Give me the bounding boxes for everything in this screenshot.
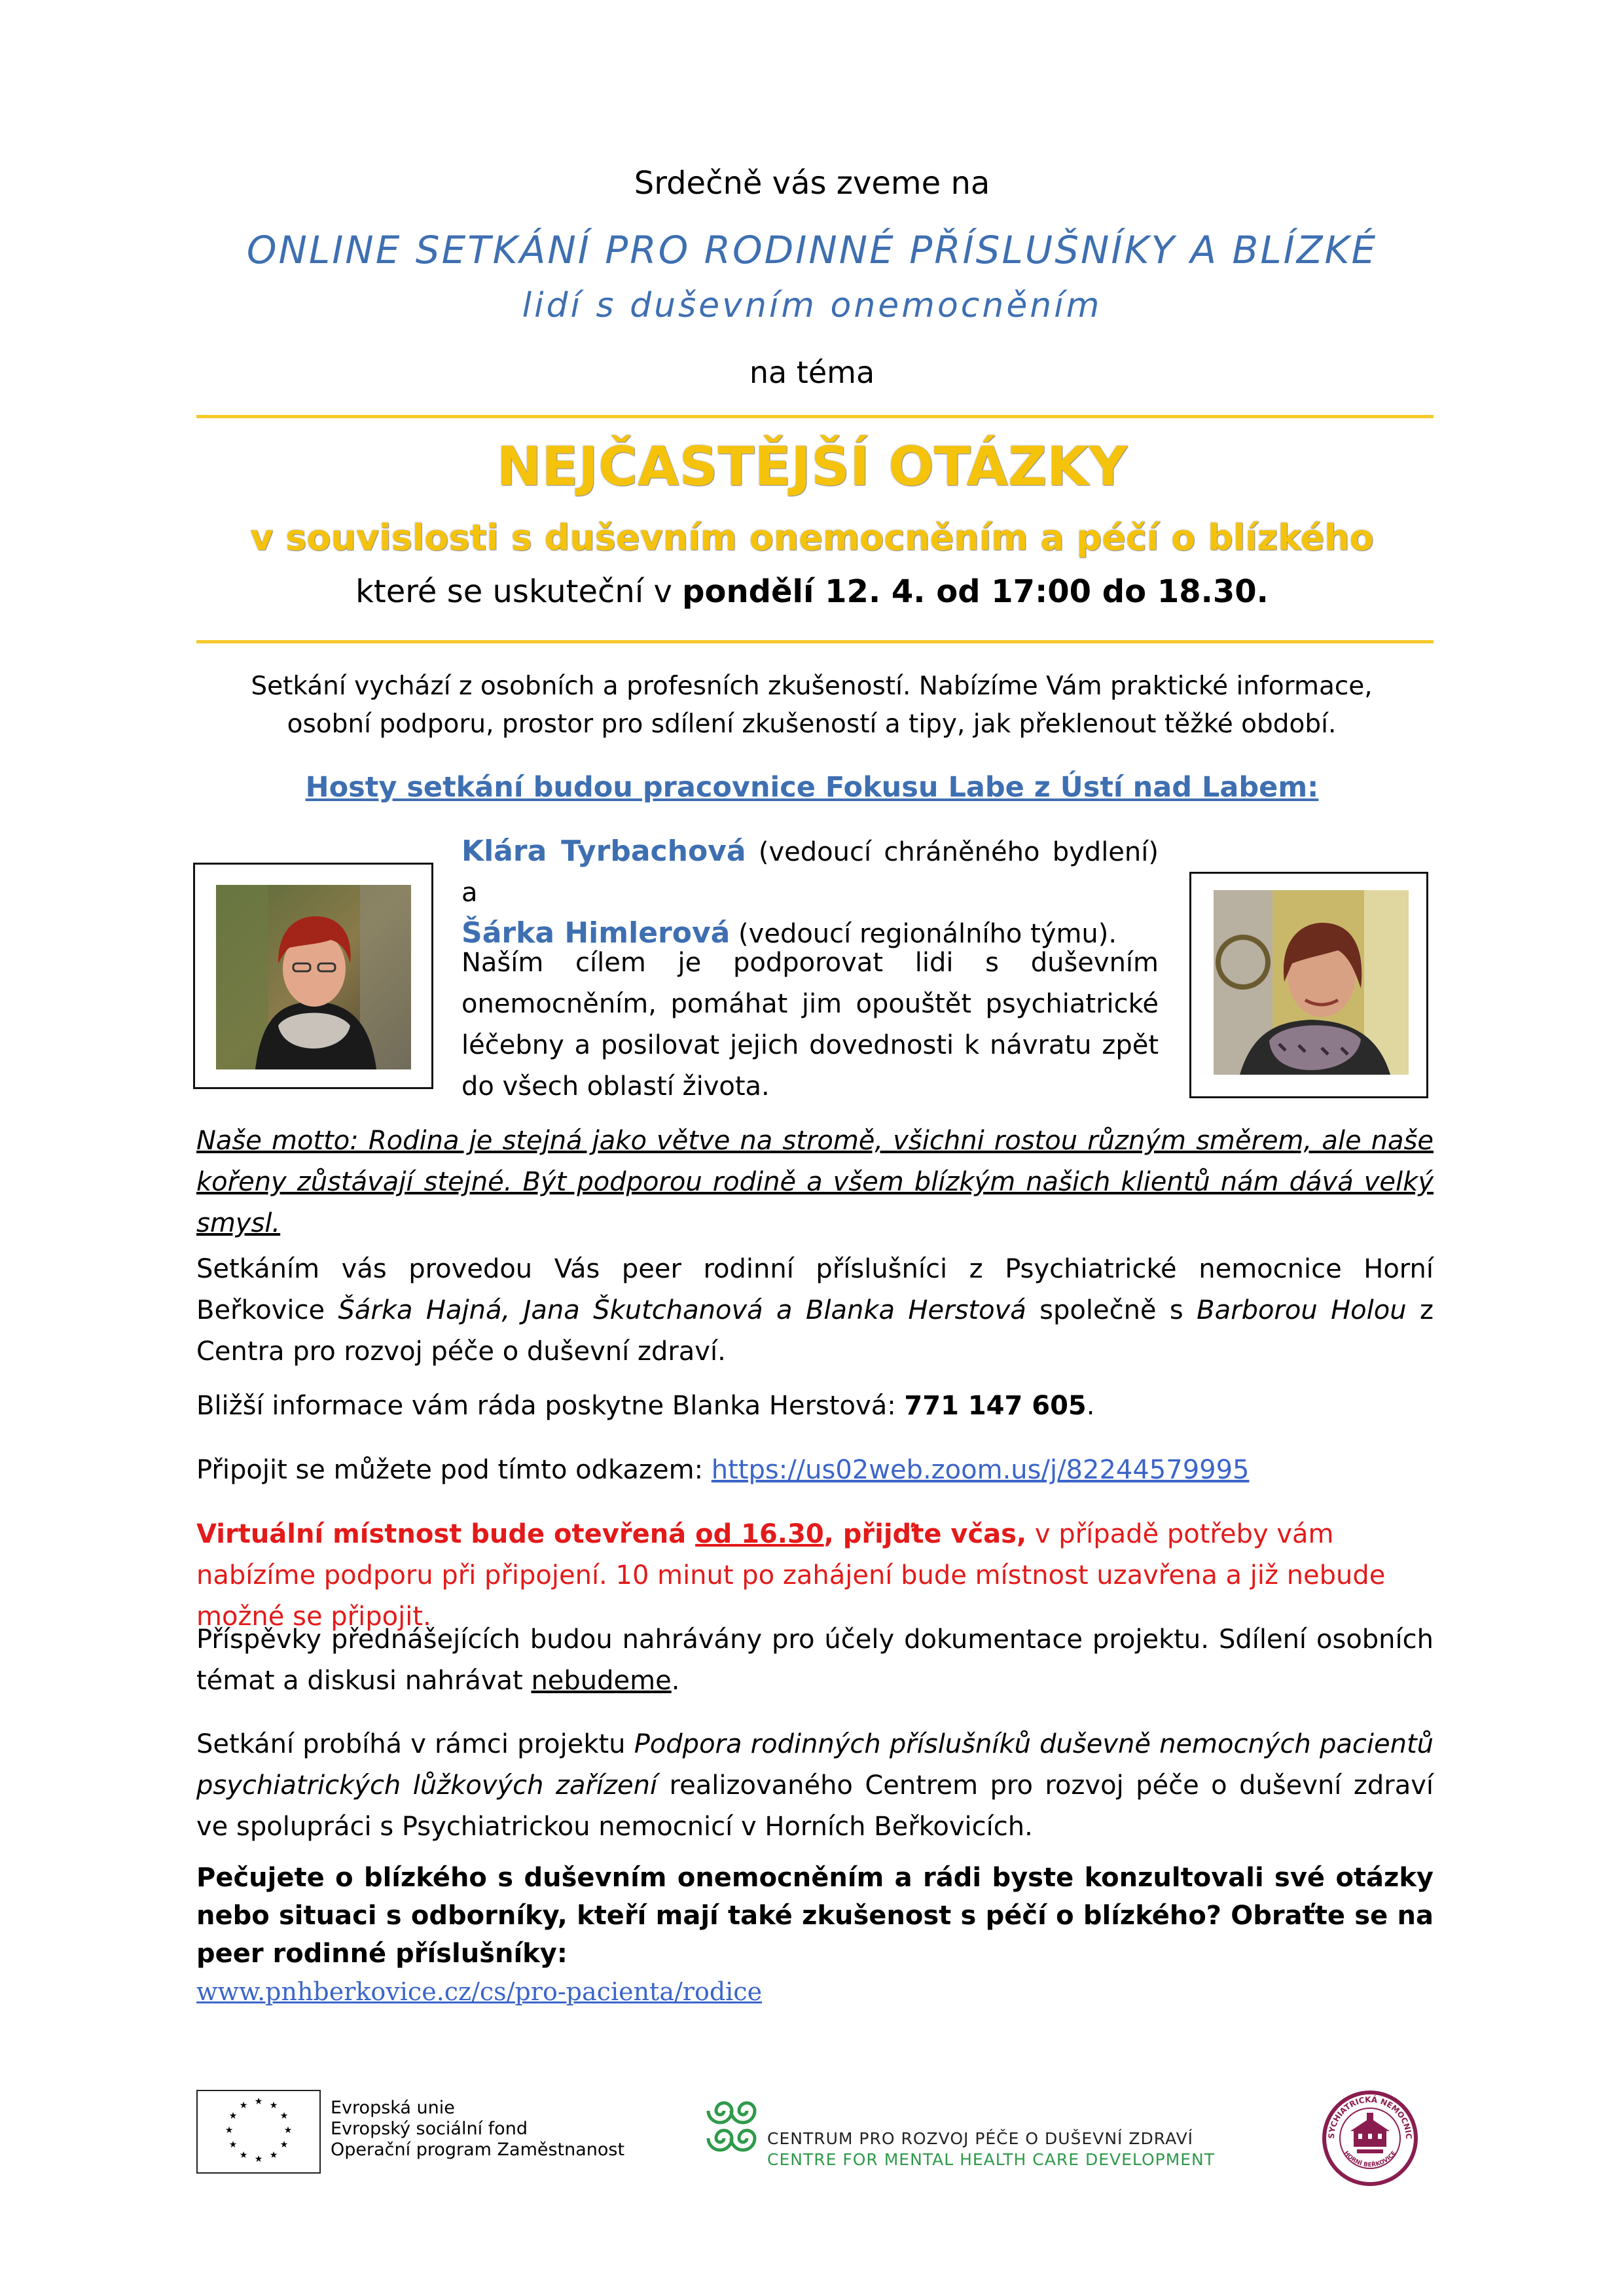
guests-heading bbox=[0, 771, 1624, 804]
eu-line2: Evropský sociální fond bbox=[331, 2119, 528, 2139]
topic-intro: na téma bbox=[749, 355, 875, 390]
facilitators-p2: společně s bbox=[1026, 1295, 1197, 1325]
guests-goal: Naším cílem je podporovat lidi s duševním onemocněním, pomáhat jim opouštět psychiatrické léčebny a posilovat jejich dovednosti k návratu zpět do všech oblastí života. bbox=[461, 948, 1159, 1102]
cta-text: Pečujete o blízkého s duševním onemocněním a rádi byste konzultovali své otázky nebo situaci s odborníky, kteří mají také zkušenost s péčí o blízkého? Obraťte se na peer rodinné příslušníky: bbox=[196, 1863, 1434, 1969]
topic-subtitle: v souvislosti s duševním onemocněním a péčí o blízkého bbox=[250, 517, 1374, 558]
facilitators-barbora: Barborou Holou bbox=[1197, 1295, 1407, 1325]
eu-line1: Evropská unie bbox=[331, 2098, 455, 2118]
facilitators-paragraph bbox=[196, 1249, 1434, 1372]
contact-phone[interactable]: 771 147 605 bbox=[904, 1391, 1087, 1421]
datetime-prefix: které se uskuteční v bbox=[355, 573, 683, 610]
pn-ring-bottom: HORNÍ BEŘKOVICE bbox=[1342, 2149, 1398, 2169]
recording-not: nebudeme bbox=[531, 1666, 672, 1696]
virtual-room-bold2: , přijďte včas, bbox=[823, 1519, 1027, 1549]
guest1-photo bbox=[216, 885, 411, 1069]
svg-text:★: ★ bbox=[280, 2140, 289, 2150]
center-logo bbox=[697, 2091, 763, 2163]
event-subtitle: lidí s duševním onemocněním bbox=[522, 286, 1102, 325]
guest1-name: Klára Tyrbachová bbox=[461, 834, 746, 868]
eu-logo bbox=[196, 2090, 321, 2174]
pn-ring-top: SYCHIATRICKÁ NEMOCNIC bbox=[1326, 2094, 1414, 2140]
top-divider bbox=[196, 415, 1434, 418]
recording-text: Příspěvky přednášejících budou nahrávány pro účely dokumentace projektu. Sdílení osobních témat a diskusi nahrávat bbox=[196, 1624, 1434, 1696]
guests-heading-text: Hosty setkání budou pracovnice Fokusu Labe z Ústí nad Labem: bbox=[305, 771, 1319, 804]
svg-text:★: ★ bbox=[228, 2140, 238, 2150]
join-text: Připojit se můžete pod tímto odkazem: bbox=[196, 1455, 712, 1485]
project-p2: realizovaného Centrem pro rozvoj péče o duševní zdraví ve spolupráci s Psychiatrickou nemocnicí v Horních Beřkovicích. bbox=[196, 1770, 1434, 1842]
center-name-cz: CENTRUM PRO ROZVOJ PÉČE O DUŠEVNÍ ZDRAVÍ bbox=[767, 2129, 1194, 2148]
intro-paragraph: Setkání vychází z osobních a profesních zkušeností. Nabízíme Vám praktické informace, osobní podporu, prostor pro sdílení zkušeností a tipy, jak překlenout těžké období. bbox=[251, 672, 1373, 739]
facilitators-p1: Setkáním vás provedou Vás peer rodinní příslušníci z Psychiatrické nemocnice Horní Beřkovice bbox=[196, 1254, 1434, 1325]
virtual-room-bold1: Virtuální místnost bude otevřená bbox=[196, 1519, 696, 1549]
virtual-room-time: od 16.30 bbox=[695, 1519, 824, 1549]
svg-text:★: ★ bbox=[239, 2150, 248, 2161]
guest2-photo bbox=[1214, 890, 1409, 1075]
svg-text:★: ★ bbox=[239, 2100, 248, 2111]
project-paragraph bbox=[196, 1724, 1434, 1848]
svg-text:★: ★ bbox=[254, 2096, 263, 2107]
recording-notice bbox=[196, 1619, 1434, 1702]
event-datetime bbox=[0, 573, 1624, 610]
spiral-icon bbox=[697, 2091, 763, 2163]
guest1-photo-frame bbox=[193, 863, 433, 1089]
event-title: ONLINE SETKÁNÍ PRO RODINNÉ PŘÍSLUŠNÍKY A BLÍZKÉ bbox=[246, 228, 1378, 272]
guest1-portrait-image bbox=[216, 885, 411, 1069]
hospital-seal-icon bbox=[1321, 2089, 1419, 2187]
facilitators-names: Šárka Hajná, Jana Škutchanová a Blanka Herstová bbox=[338, 1295, 1026, 1325]
guest2-name: Šárka Himlerová bbox=[461, 916, 731, 950]
svg-text:★: ★ bbox=[280, 2111, 289, 2121]
motto bbox=[196, 1121, 1434, 1244]
contact-end: . bbox=[1086, 1391, 1095, 1421]
contact-line bbox=[196, 1386, 1434, 1427]
invite-line: Srdečně vás zveme na bbox=[634, 165, 990, 202]
topic-title: NEJČASTĚJŠÍ OTÁZKY bbox=[496, 436, 1128, 498]
svg-text:★: ★ bbox=[269, 2100, 278, 2111]
datetime-value: pondělí 12. 4. od 17:00 do 18.30. bbox=[682, 573, 1269, 610]
recording-end: . bbox=[671, 1666, 680, 1696]
eu-stars-icon bbox=[198, 2091, 319, 2172]
project-name: Podpora rodinných příslušníků duševně nemocných pacientů psychiatrických lůžkových zařízení bbox=[196, 1729, 1434, 1801]
guest-names bbox=[461, 831, 1159, 954]
virtual-room-rest: v případě potřeby vám nabízíme podporu při připojení. 10 minut po zahájení bude místnost uzavřena a již nebude možné se připojit. bbox=[196, 1519, 1386, 1632]
eu-line3: Operační program Zaměstnanost bbox=[331, 2140, 625, 2160]
cta-paragraph bbox=[196, 1859, 1434, 2011]
motto-text: Naše motto: Rodina je stejná jako větve na stromě, všichni rostou různým směrem, ale naše kořeny zůstávají stejné. Být podporou rodině a všem blízkým našich klientů nám dává velký smysl. bbox=[196, 1126, 1434, 1238]
pn-logo bbox=[1321, 2089, 1419, 2187]
project-p1: Setkání probíhá v rámci projektu bbox=[196, 1729, 634, 1759]
pn-rodice-link[interactable]: www.pnhberkovice.cz/cs/pro-pacienta/rodice bbox=[196, 1977, 763, 2006]
svg-text:★: ★ bbox=[228, 2111, 238, 2121]
center-name-en: CENTRE FOR MENTAL HEALTH CARE DEVELOPMENT bbox=[767, 2150, 1216, 2169]
svg-text:★: ★ bbox=[269, 2150, 278, 2161]
svg-text:★: ★ bbox=[254, 2154, 263, 2164]
guest2-photo-frame bbox=[1189, 872, 1428, 1098]
svg-text:★: ★ bbox=[225, 2125, 234, 2136]
join-line bbox=[196, 1450, 1434, 1491]
zoom-link[interactable]: https://us02web.zoom.us/j/82244579995 bbox=[711, 1455, 1250, 1485]
contact-text: Bližší informace vám ráda poskytne Blanka Herstová: bbox=[196, 1391, 905, 1421]
guest2-portrait-image bbox=[1214, 890, 1409, 1075]
svg-text:★: ★ bbox=[283, 2125, 293, 2136]
eu-text bbox=[331, 2098, 624, 2161]
facilitators-p3: z Centra pro rozvoj péče o duševní zdraví. bbox=[196, 1295, 1434, 1367]
guest1-role: (vedoucí chráněného bydlení) a bbox=[461, 837, 1159, 908]
center-logo-text bbox=[767, 2128, 1215, 2170]
guest2-role: (vedoucí regionálního týmu). bbox=[730, 919, 1117, 949]
bottom-divider bbox=[196, 640, 1434, 643]
